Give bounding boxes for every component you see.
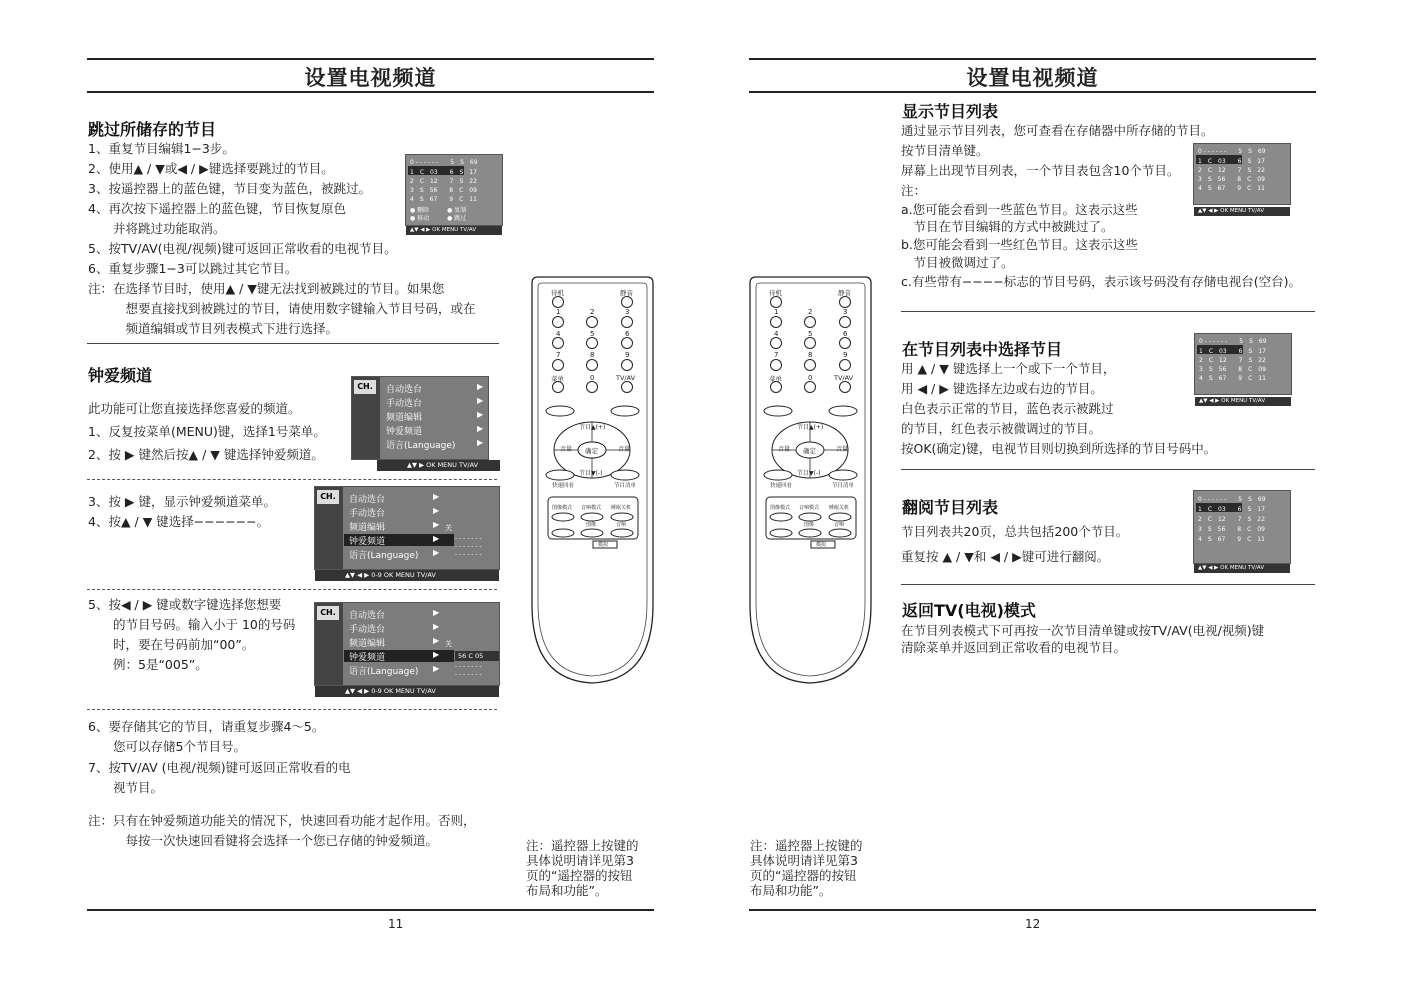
screen-row: ● 删除 ● 复制 (410, 207, 467, 214)
tvav-label: TV/AV (616, 374, 636, 382)
digit-label: 5 (808, 330, 813, 338)
digit-label: 9 (625, 351, 630, 359)
screen-row: 4 S 67 9 C 11 (1199, 375, 1266, 382)
arrow-right-icon: ▶ (433, 650, 440, 659)
digit-label: 7 (774, 351, 779, 359)
note-line: 具体说明请详见第3 (526, 853, 634, 868)
text-line: 想要直接找到被跳过的节目，请使用数字键输入节目号码，或在 (88, 301, 476, 316)
quick-label: 快速回看 (552, 483, 575, 489)
ok-label: 确定 (803, 447, 816, 455)
quick-label: 快速回看 (770, 483, 793, 489)
digit-label: 2 (808, 308, 813, 316)
list-label: 节目清单 (832, 483, 855, 489)
remote-control-right (748, 275, 873, 685)
ok-label: 确定 (585, 447, 598, 455)
text-line: 用 ◀ / ▶ 键选择左边或右边的节目。 (901, 381, 1103, 396)
digit-label: 7 (556, 351, 561, 359)
menu-item: 频道编辑 (349, 523, 386, 533)
text-line: 3、按遥控器上的蓝色键，节目变为蓝色，被跳过。 (88, 181, 371, 196)
text-line: 重复按 ▲ / ▼和 ◀ / ▶键可进行翻阅。 (901, 549, 1110, 564)
func-label: 图像 (804, 522, 815, 528)
page-title-right: 设置电视频道 (966, 66, 1099, 90)
digit-label: 5 (590, 330, 595, 338)
sub-dashes: - - - - - - - (455, 551, 482, 558)
digit-label: 8 (590, 351, 595, 359)
title-rule-left (87, 91, 654, 93)
section-divider (901, 311, 1315, 312)
channel-menu-3 (314, 602, 500, 695)
text-line: 节目列表共20页，总共包括200个节目。 (901, 524, 1129, 539)
digit-label: 3 (843, 308, 848, 316)
digit-label: 0 (808, 374, 813, 382)
arrow-right-icon: ▶ (477, 410, 484, 419)
text-line: 6、要存储其它的节目，请重复步骤4～5。 (88, 719, 325, 734)
arrow-right-icon: ▶ (477, 382, 484, 391)
browse-heading: 翻阅节目列表 (902, 498, 999, 517)
vol-right-label: 音量 (618, 446, 631, 453)
top-rule-right (749, 58, 1316, 60)
prog-up-label: 节目▲(+) (579, 424, 606, 431)
digit-label: 6 (625, 330, 630, 338)
text-line: 5、按◀ / ▶ 键或数字键选择您想要 (88, 597, 282, 612)
menu-item: 手动选台 (386, 399, 423, 409)
section-divider (901, 584, 1315, 585)
menu-item: 语言(Language) (349, 551, 419, 561)
text-line: 3、按 ▶ 键，显示钟爱频道菜单。 (88, 494, 277, 509)
list-heading: 显示节目列表 (902, 102, 999, 121)
menu-item: 手动选台 (349, 509, 386, 519)
note-line: 每按一次快速回看键将会选择一个您已存储的钟爱频道。 (88, 833, 439, 848)
screen-row: 0 - - - - - - 5 S 69 (1198, 496, 1266, 503)
menu-footer: ▲▼ ◀ ▶ 0-9 OK MENU TV/AV (315, 570, 499, 581)
arrow-right-icon: ▶ (433, 622, 440, 631)
text-line: 您可以存储5个节目号。 (88, 739, 246, 754)
tvav-label: TV/AV (834, 374, 854, 382)
mute-label: 静音 (838, 289, 851, 297)
vol-left-label: 音量 (778, 446, 791, 453)
select-heading: 在节目列表中选择节目 (902, 340, 1063, 359)
small-label: 模拟 (816, 542, 827, 548)
skip-heading: 跳过所储存的节目 (88, 120, 217, 139)
text-line: 注：在选择节目时，使用▲ / ▼键无法找到被跳过的节目。如果您 (88, 281, 445, 296)
bottom-rule-left (87, 909, 654, 911)
list-label: 节目清单 (614, 483, 637, 489)
text-line: 注： (901, 183, 927, 198)
ch-tab: CH. (317, 606, 339, 620)
text-line: 的节目，红色表示被微调过的节目。 (901, 421, 1102, 436)
screen-row: 1 C 03 6 S 17 (410, 169, 477, 176)
menu-footer: ▲▼ ▶ OK MENU TV/AV (377, 460, 500, 471)
note-line: 页的“遥控器的按钮 (750, 868, 857, 883)
sub-dashes: - - - - - - - (455, 671, 482, 678)
text-line: 4、按▲ / ▼ 键选择−−−−−−。 (88, 514, 270, 529)
menu-item: 钟爱频道 (349, 537, 386, 547)
menu-item: 频道编辑 (386, 413, 423, 423)
prog-down-label: 节目▼(-) (797, 470, 821, 477)
menu-item: 自动选台 (349, 495, 386, 505)
screen-row: 3 S 56 8 C 09 (1198, 176, 1265, 183)
page-title-left: 设置电视频道 (304, 66, 437, 90)
mute-label: 静音 (620, 289, 633, 297)
prog-down-label: 节目▼(-) (579, 470, 603, 477)
text-line: 用 ▲ / ▼ 键选择上一个或下一个节目， (901, 361, 1116, 376)
arrow-right-icon: ▶ (477, 438, 484, 447)
note-line: 布局和功能”。 (750, 883, 832, 898)
arrow-right-icon: ▶ (477, 396, 484, 405)
arrow-right-icon: ▶ (433, 534, 440, 543)
menu-item: 手动选台 (349, 625, 386, 635)
text-line: 例：5是“005”。 (88, 657, 208, 672)
text-line: 此功能可让您直接选择您喜爱的频道。 (88, 401, 301, 416)
prog-up-label: 节目▲(+) (797, 424, 824, 431)
text-line: 1、反复按菜单(MENU)键，选择1号菜单。 (88, 424, 326, 439)
small-label: 模拟 (598, 542, 609, 548)
dashed-divider (87, 589, 497, 590)
vol-left-label: 音量 (560, 446, 573, 453)
page-number-right: 12 (1025, 917, 1041, 931)
screen-row: 0 - - - - - - 5 S 69 (1198, 148, 1266, 155)
arrow-right-icon: ▶ (433, 548, 440, 557)
text-line: 频道编辑或节目列表模式下进行选择。 (88, 321, 339, 336)
program-list-screen (1194, 333, 1292, 404)
arrow-right-icon: ▶ (433, 608, 440, 617)
digit-label: 8 (808, 351, 813, 359)
menu-item: 钟爱频道 (386, 427, 423, 437)
func-label: 音响 (834, 522, 845, 528)
digit-label: 4 (774, 330, 779, 338)
off-label: 关 (445, 524, 452, 532)
func-label: 图像模式 (770, 505, 791, 511)
top-rule-left (87, 58, 654, 60)
text-line: 按节目清单键。 (901, 143, 989, 158)
text-line: 按OK(确定)键，电视节目则切换到所选择的节目号码中。 (901, 441, 1217, 456)
section-divider (87, 343, 499, 344)
page-number-left: 11 (388, 917, 404, 931)
text-line: 节目被微调过了。 (901, 255, 1014, 270)
note-line: 注：遥控器上按键的 (750, 838, 863, 853)
func-label: 睡眠关机 (829, 505, 850, 511)
arrow-right-icon: ▶ (477, 424, 484, 433)
screen-row: 0 - - - - - - 5 S 69 (1199, 338, 1267, 345)
func-label: 音响 (616, 522, 627, 528)
menu-item: 语言(Language) (349, 667, 419, 677)
sub-dashes: - - - - - - - (455, 663, 482, 670)
arrow-right-icon: ▶ (433, 506, 440, 515)
note-line: 注：只有在钟爱频道功能关的情况下，快速回看功能才起作用。否则， (88, 813, 476, 828)
note-line: 布局和功能”。 (526, 883, 608, 898)
func-label: 睡眠关机 (611, 505, 632, 511)
menu-label: 菜单 (551, 375, 564, 383)
sub-dashes: - - - - - - - (455, 543, 482, 550)
menu-item: 频道编辑 (349, 639, 386, 649)
sub-value: 56 C 05 (458, 652, 484, 660)
standby-label: 待机 (769, 289, 782, 297)
arrow-right-icon: ▶ (433, 492, 440, 501)
note-line: 具体说明请详见第3 (750, 853, 858, 868)
return-heading: 返回TV(电视)模式 (902, 601, 1036, 620)
text-line: b.您可能会看到一些红色节目。这表示这些 (901, 237, 1138, 252)
screen-row: 2 C 12 7 S 22 (410, 178, 477, 185)
screen-row: 4 S 67 9 C 11 (1198, 185, 1265, 192)
digit-label: 1 (774, 308, 779, 316)
text-line: 1、重复节目编辑1−3步。 (88, 141, 235, 156)
digit-label: 3 (625, 308, 630, 316)
dashed-divider (87, 709, 497, 710)
func-label: 图像模式 (552, 505, 573, 511)
ch-tab: CH. (354, 380, 376, 394)
screen-row: 1 C 03 6 S 17 (1199, 348, 1266, 355)
standby-label: 待机 (551, 289, 564, 297)
text-line: a.您可能会看到一些蓝色节目。这表示这些 (901, 202, 1138, 217)
program-list-screen (1193, 143, 1291, 214)
screen-row: 3 S 56 8 C 09 (1199, 366, 1266, 373)
text-line: 5、按TV/AV(电视/视频)键可返回正常收看的电视节目。 (88, 241, 397, 256)
text-line: 2、使用▲ / ▼或◀ / ▶键选择要跳过的节目。 (88, 161, 334, 176)
screen-row: 3 S 56 8 C 09 (1198, 526, 1265, 533)
section-divider (901, 469, 1315, 470)
program-list-screen (1193, 490, 1291, 571)
text-line: 白色表示正常的节目，蓝色表示被跳过 (901, 401, 1114, 416)
remote-control-left (530, 275, 655, 685)
screen-footer: ▲▼ ◀ ▶ OK MENU TV/AV (1194, 564, 1290, 573)
text-line: 7、按TV/AV (电视/视频)键可返回正常收看的电 (88, 760, 351, 775)
text-line: 屏幕上出现节目列表，一个节目表包含10个节目。 (901, 163, 1180, 178)
screen-row: 2 C 12 7 S 22 (1198, 516, 1265, 523)
channel-menu-1 (351, 376, 489, 469)
vol-right-label: 音量 (836, 446, 849, 453)
menu-label: 菜单 (769, 375, 782, 383)
menu-item: 自动选台 (349, 611, 386, 621)
text-line: 4、再次按下遥控器上的蓝色键，节目恢复原色 (88, 201, 346, 216)
screen-row: 2 C 12 7 S 22 (1198, 167, 1265, 174)
digit-label: 1 (556, 308, 561, 316)
screen-row: 3 S 56 8 C 09 (410, 187, 477, 194)
program-edit-screen (405, 154, 503, 233)
screen-row: 1 C 03 6 S 17 (1198, 506, 1265, 513)
menu-item: 钟爱频道 (349, 653, 386, 663)
title-rule-right (749, 91, 1316, 93)
text-line: 通过显示节目列表，您可查看在存储器中所存储的节目。 (901, 123, 1214, 138)
fav-heading: 钟爱频道 (88, 366, 153, 385)
text-line: 2、按 ▶ 键然后按▲ / ▼ 键选择钟爱频道。 (88, 447, 324, 462)
ch-tab: CH. (317, 490, 339, 504)
digit-label: 6 (843, 330, 848, 338)
text-line: 节目在节目编辑的方式中被跳过了。 (901, 219, 1114, 234)
digit-label: 0 (590, 374, 595, 382)
func-label: 音响模式 (581, 505, 602, 511)
screen-footer: ▲▼ ◀ ▶ OK MENU TV/AV (1194, 207, 1290, 216)
screen-footer: ▲▼ ◀ ▶ OK MENU TV/AV (1195, 397, 1291, 406)
note-line: 页的“遥控器的按钮 (526, 868, 633, 883)
digit-label: 9 (843, 351, 848, 359)
arrow-right-icon: ▶ (433, 520, 440, 529)
arrow-right-icon: ▶ (433, 664, 440, 673)
func-label: 图像 (586, 522, 597, 528)
screen-row: ● 移动 ● 跳过 (410, 215, 467, 222)
note-line: 注：遥控器上按键的 (526, 838, 639, 853)
bottom-rule-right (749, 909, 1316, 911)
text-line: 并将跳过功能取消。 (88, 221, 226, 236)
off-label: 关 (445, 640, 452, 648)
text-line: 视节目。 (88, 780, 164, 795)
func-label: 音响模式 (799, 505, 820, 511)
text-line: c.有些带有−−−−标志的节目号码，表示该号码没有存储电视台(空台)。 (901, 274, 1301, 289)
text-line: 在节目列表模式下可再按一次节目清单键或按TV/AV(电视/视频)键 (901, 623, 1265, 638)
menu-footer: ▲▼ ◀ ▶ 0-9 OK MENU TV/AV (315, 686, 499, 697)
dashed-divider (87, 479, 497, 480)
screen-footer: ▲▼ ◀ ▶ OK MENU TV/AV (406, 226, 502, 235)
digit-label: 2 (590, 308, 595, 316)
text-line: 时，要在号码前加“00”。 (88, 637, 255, 652)
menu-item: 自动选台 (386, 385, 423, 395)
arrow-right-icon: ▶ (433, 636, 440, 645)
digit-label: 4 (556, 330, 561, 338)
text-line: 的节目号码。输入小于 10的号码 (88, 617, 296, 632)
sub-dashes: - - - - - - - (455, 535, 482, 542)
screen-row: 4 S 67 9 C 11 (1198, 536, 1265, 543)
screen-row: 1 C 03 6 S 17 (1198, 158, 1265, 165)
menu-item: 语言(Language) (386, 441, 456, 451)
text-line: 清除菜单并返回到正常收看的电视节目。 (901, 640, 1127, 655)
channel-menu-2 (314, 486, 500, 579)
screen-row: 0 - - - - - - 5 S 69 (410, 159, 478, 166)
screen-row: 2 C 12 7 S 22 (1199, 357, 1266, 364)
text-line: 6、重复步骤1−3可以跳过其它节目。 (88, 261, 298, 276)
screen-row: 4 S 67 9 C 11 (410, 196, 477, 203)
